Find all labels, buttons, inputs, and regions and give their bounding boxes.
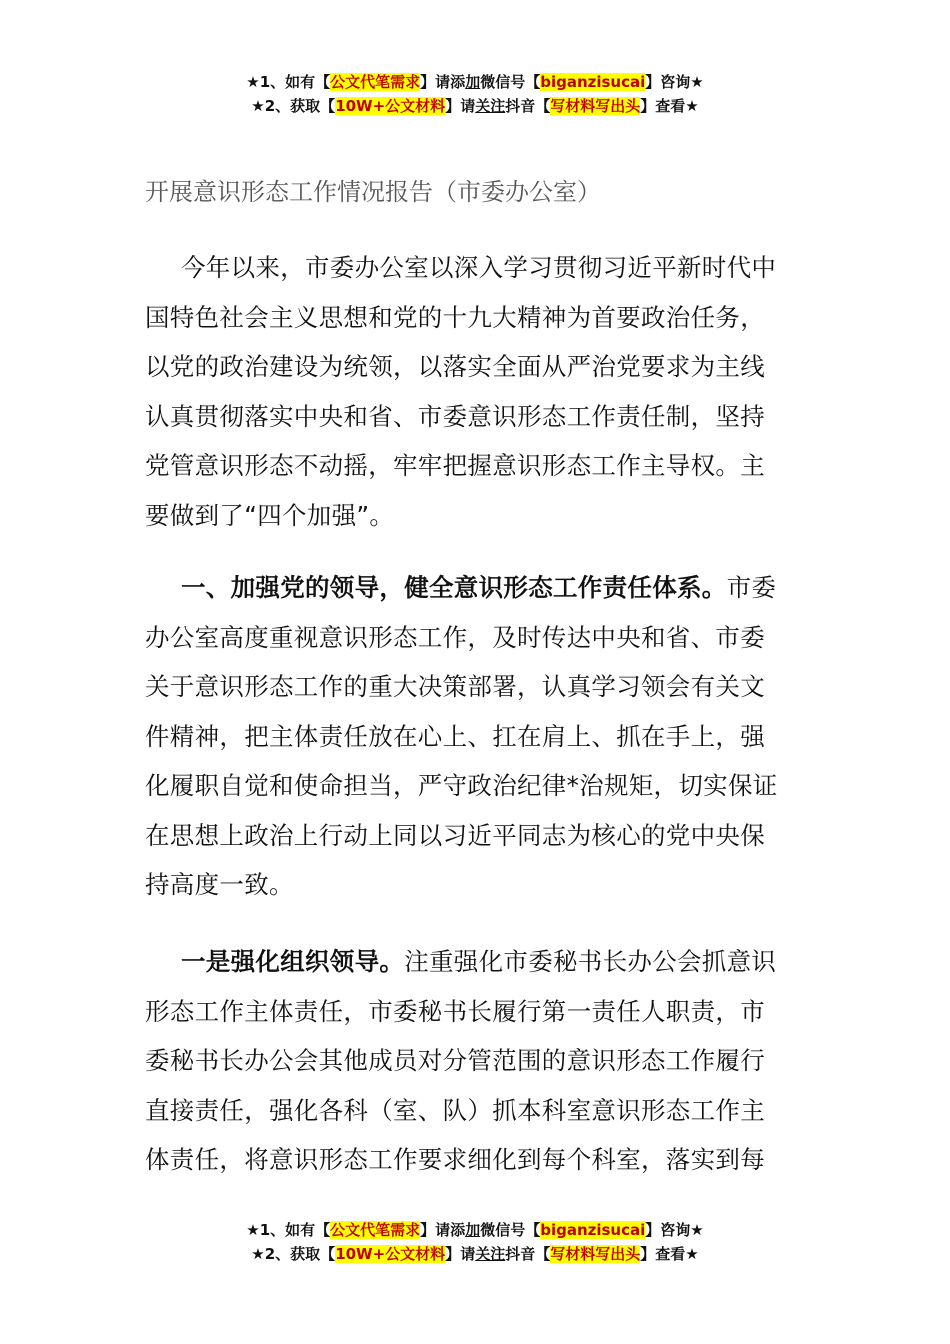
promo-text: 微信号【 <box>480 1221 541 1239</box>
promo-text: 】咨询★ <box>645 1221 704 1239</box>
promo-text: 】咨询★ <box>645 73 704 91</box>
paragraph-line: 直接责任，强化各科（室、队）抓本科室意识形态工作主 <box>145 1095 765 1125</box>
promo-highlight: biganzisucai <box>540 73 646 91</box>
promo-line-2 <box>0 94 950 118</box>
promo-underline-text: 加 <box>465 1221 481 1239</box>
promo-text: 抖音【 <box>505 1245 551 1263</box>
paragraph-line: 体责任，将意识形态工作要求细化到每个科室，落实到每 <box>145 1145 765 1174</box>
promo-text: 微信号【 <box>480 73 541 91</box>
paragraph-line: 委秘书长办公会其他成员对分管范围的意识形态工作履行 <box>145 1046 765 1075</box>
promo-header-top <box>0 70 950 118</box>
section-1-text: 市委 <box>726 573 777 602</box>
paragraph-line: 形态工作主体责任，市委秘书长履行第一责任人职责，市 <box>145 996 765 1026</box>
paragraph-line: 化履职自觉和使命担当，严守政治纪律*治规矩，切实保证 <box>145 771 778 800</box>
section-2-paragraph <box>145 937 806 1185</box>
promo-text: 】查看★ <box>640 97 699 115</box>
paragraph-line <box>145 937 806 987</box>
promo-text: ★1、如有【 <box>246 73 331 91</box>
section-2-heading: 一是强化组织领导。 <box>181 947 405 976</box>
promo-underline-text: 加 <box>465 73 481 91</box>
promo-highlight: 写材料写出头 <box>550 97 641 115</box>
paragraph-line: 以党的政治建设为统领，以落实全面从严治党要求为主线 <box>145 352 765 381</box>
section-2-text: 注重强化市委秘书长办公会抓意识 <box>404 947 777 976</box>
promo-highlight: 公文代笔需求 <box>330 1221 421 1239</box>
promo-text: ★1、如有【 <box>246 1221 331 1239</box>
paragraph-line <box>145 563 806 613</box>
paragraph-line: 党管意识形态不动摇，牢牢把握意识形态工作主导权。主 <box>145 451 765 480</box>
paragraph-line: 认真贯彻落实中央和省、市委意识形态工作责任制，坚持 <box>145 401 765 431</box>
promo-highlight: biganzisucai <box>540 1221 646 1239</box>
promo-highlight: 公文代笔需求 <box>330 73 421 91</box>
paragraph-line: 件精神，把主体责任放在心上、扛在肩上、抓在手上，强 <box>145 721 765 751</box>
promo-text: 】请添 <box>420 73 466 91</box>
intro-paragraph <box>145 243 806 540</box>
promo-underline-text: 关注 <box>475 1245 506 1263</box>
promo-text: ★2、获取【 <box>251 97 336 115</box>
promo-text: 】请 <box>445 1245 476 1263</box>
promo-footer-bottom <box>0 1218 950 1266</box>
paragraph-line: 关于意识形态工作的重大决策部署，认真学习领会有关文 <box>145 672 765 701</box>
promo-line-1 <box>0 1218 950 1242</box>
promo-highlight: 写材料写出头 <box>550 1245 641 1263</box>
paragraph-line: 办公室高度重视意识形态工作，及时传达中央和省、市委 <box>145 622 765 652</box>
paragraph-line: 今年以来，市委办公室以深入学习贯彻习近平新时代中 <box>181 253 777 282</box>
promo-text: 】请 <box>445 97 476 115</box>
paragraph-line: 持高度一致。 <box>145 870 294 899</box>
paragraph-line: 在思想上政治上行动上同以习近平同志为核心的党中央保 <box>145 820 765 850</box>
promo-highlight: 10W+公文材料 <box>335 97 446 115</box>
paragraph-line: 国特色社会主义思想和党的十九大精神为首要政治任务， <box>145 302 765 332</box>
section-1-heading: 一、加强党的领导，健全意识形态工作责任体系。 <box>181 573 727 602</box>
promo-line-2 <box>0 1242 950 1266</box>
promo-line-1 <box>0 70 950 94</box>
paragraph-line: 要做到了“四个加强”。 <box>145 500 395 530</box>
promo-text: 】请添 <box>420 1221 466 1239</box>
document-title: 开展意识形态工作情况报告（市委办公室） <box>145 178 601 206</box>
promo-text: 】查看★ <box>640 1245 699 1263</box>
section-1-paragraph <box>145 563 806 910</box>
promo-highlight: 10W+公文材料 <box>335 1245 446 1263</box>
promo-underline-text: 关注 <box>475 97 506 115</box>
promo-text: ★2、获取【 <box>251 1245 336 1263</box>
promo-text: 抖音【 <box>505 97 551 115</box>
